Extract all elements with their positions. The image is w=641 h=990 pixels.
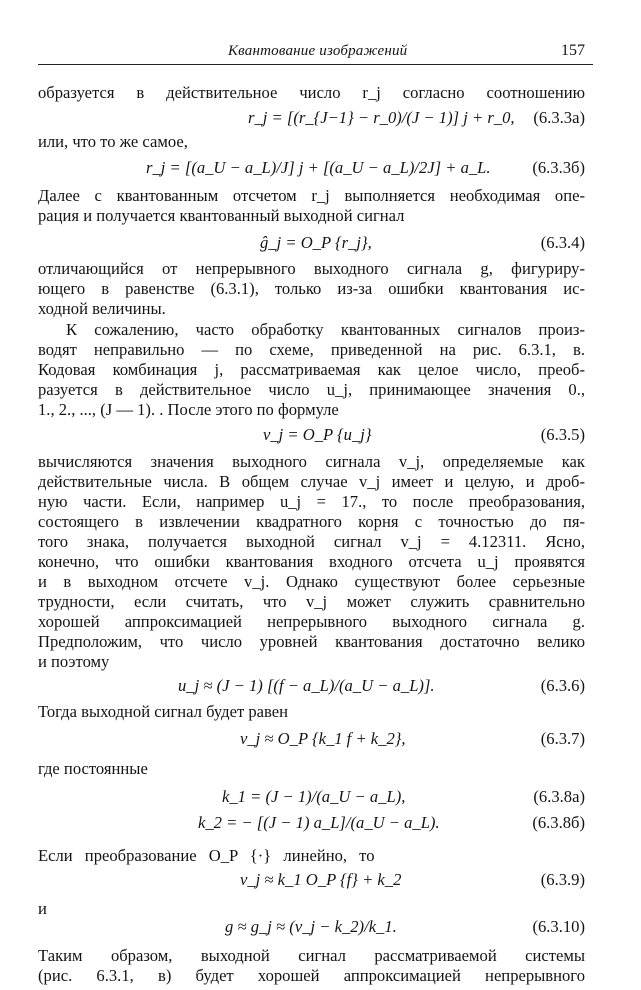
equation-formula: g ≈ g_j ≈ (v_j − k_2)/k_1. xyxy=(225,917,397,936)
equation-formula: r_j = [(a_U − a_L)/J] j + [(a_U − a_L)/2J] + a_L. xyxy=(146,158,491,177)
equation-6-3-3a xyxy=(38,107,585,129)
equation-formula: v_j ≈ O_P {k_1 f + k_2}, xyxy=(240,729,406,748)
equation-number: (6.3.3б) xyxy=(532,158,585,177)
text-line: Тогда выходной сигнал будет равен xyxy=(38,702,289,721)
equation-number: (6.3.6) xyxy=(540,676,585,695)
equation-formula: ĝ_j = O_P {r_j}, xyxy=(260,233,372,252)
page-header xyxy=(38,38,593,65)
equation-formula: v_j = O_P {u_j} xyxy=(263,425,372,444)
equation-formula: r_j = [(r_{J−1} − r_0)/(J − 1)] j + r_0, xyxy=(248,108,515,127)
equation-formula: k_2 = − [(J − 1) a_L]/(a_U − a_L). xyxy=(198,813,440,832)
text-line: 1., 2., ..., (J — 1). . После этого по формуле xyxy=(38,400,339,419)
text-line: трудности, если считать, что v_j может служить сравнительно xyxy=(38,592,585,611)
text-line: и в выходном отсчете v_j. Однако существуют более серьезные xyxy=(38,572,585,591)
equation-formula: u_j ≈ (J − 1) [(f − a_L)/(a_U − a_L)]. xyxy=(178,676,435,695)
running-title: Квантование изображений xyxy=(228,43,408,59)
equation-number: (6.3.10) xyxy=(532,917,585,936)
text-line: ходной величины. xyxy=(38,299,166,318)
text-line: ющего в равенстве (6.3.1), только из-за ошибки квантования ис- xyxy=(38,279,585,298)
text-line: того знака, получается выходной сигнал v_j = 4.12311. Ясно, xyxy=(38,532,585,551)
text-line: или, что то же самое, xyxy=(38,132,188,151)
text-line: водят неправильно — по схеме, приведенной на рис. 6.3.1, в. xyxy=(38,340,585,359)
equation-number: (6.3.9) xyxy=(540,870,585,889)
text-line: и поэтому xyxy=(38,652,110,671)
text-line: Предположим, что число уровней квантования достаточно велико xyxy=(38,632,585,651)
equation-6-3-8a xyxy=(38,786,585,808)
text-line: хорошей аппроксимацией непрерывного выходного сигнала g. xyxy=(38,612,585,631)
text-line: состоящего в извлечении квадратного корня с точностью до пя- xyxy=(38,512,585,531)
text-line: где постоянные xyxy=(38,759,148,778)
equation-6-3-9 xyxy=(38,869,585,891)
text-line: действительные числа. В общем случае v_j имеет и целую, и дроб- xyxy=(38,472,585,491)
text-line: и xyxy=(38,899,47,918)
equation-6-3-3b xyxy=(38,157,585,179)
text-line: (рис. 6.3.1, в) будет хорошей аппроксимацией непрерывного xyxy=(38,966,585,985)
text-line: конечно, что ошибки квантования входного отсчета u_j проявятся xyxy=(38,552,585,571)
page-number: 157 xyxy=(561,42,585,59)
text-line: рация и получается квантованный выходной сигнал xyxy=(38,206,405,225)
text-line: вычисляются значения выходного сигнала v_j, определяемые как xyxy=(38,452,585,471)
text-line: ную части. Если, например u_j = 17., то после преобразования, xyxy=(38,492,585,511)
text-line: образуется в действительное число r_j согласно соотношению xyxy=(38,83,585,102)
equation-number: (6.3.8a) xyxy=(533,787,585,806)
text-line: разуется в действительное число u_j, принимающее значения 0., xyxy=(38,380,585,399)
equation-number: (6.3.5) xyxy=(540,425,585,444)
text-line: Далее с квантованным отсчетом r_j выполняется необходимая опе- xyxy=(38,186,585,205)
equation-6-3-8b xyxy=(38,812,585,834)
equation-6-3-4 xyxy=(38,232,585,254)
text-line: Кодовая комбинация j, рассматриваемая как целое число, преоб- xyxy=(38,360,585,379)
equation-number: (6.3.8б) xyxy=(532,813,585,832)
equation-6-3-6 xyxy=(38,675,585,697)
equation-number: (6.3.3a) xyxy=(533,108,585,127)
text-line: Если преобразование O_P {·} линейно, то xyxy=(38,846,375,865)
equation-6-3-5 xyxy=(38,424,585,446)
equation-formula: k_1 = (J − 1)/(a_U − a_L), xyxy=(222,787,406,806)
equation-6-3-10 xyxy=(38,916,585,938)
text-line: отличающийся от непрерывного выходного сигнала g, фигуриру- xyxy=(38,259,585,278)
equation-number: (6.3.7) xyxy=(540,729,585,748)
text-line: Таким образом, выходной сигнал рассматриваемой системы xyxy=(38,946,585,965)
equation-6-3-7 xyxy=(38,728,585,750)
equation-number: (6.3.4) xyxy=(540,233,585,252)
equation-formula: v_j ≈ k_1 O_P {f} + k_2 xyxy=(240,870,402,889)
text-line: К сожалению, часто обработку квантованных сигналов произ- xyxy=(66,320,585,339)
